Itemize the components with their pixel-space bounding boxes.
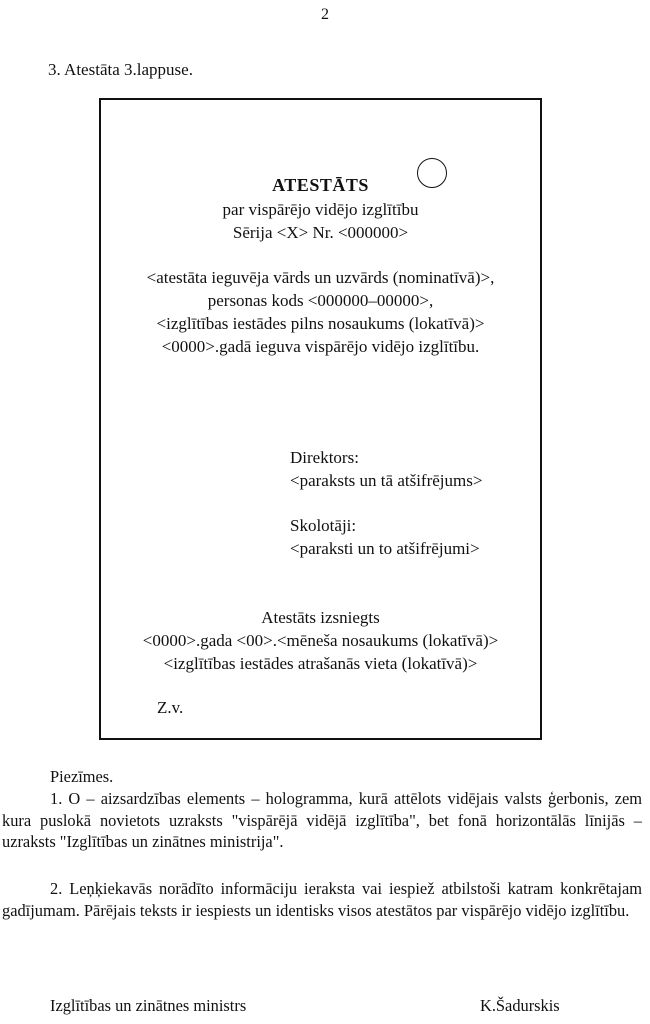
note-paragraph xyxy=(2,788,642,853)
certificate-title: ATESTĀTS xyxy=(272,175,369,195)
page-number: 2 xyxy=(321,6,329,23)
issued-date: <0000>.gada <00>.<mēneša nosaukums (lokatīvā)> xyxy=(142,631,499,650)
note-1-text: 1. O – aizsardzības elements – hologramma, kurā attēlots vidējais valsts ģerbonis, zem kura puslokā novietots uzraksts "vispārējā vidējā izglītība", bet fonā horizontālās līnijās – uzraksts "Izglītības un zinātnes ministrija". xyxy=(2,789,642,851)
certificate-series: Sērija <X> Nr. <000000> xyxy=(232,223,409,242)
certificate-box xyxy=(99,98,542,740)
teachers-signature: <paraksti un to atšifrējumi> xyxy=(290,539,480,558)
section-heading: 3. Atestāta 3.lappuse. xyxy=(48,60,193,79)
teachers-label: Skolotāji: xyxy=(290,516,357,535)
certificate-body-line: <izglītības iestādes pilns nosaukums (lokatīvā)> xyxy=(156,314,485,333)
certificate-subtitle: par vispārējo vidējo izglītību xyxy=(222,200,419,219)
director-label: Direktors: xyxy=(290,448,359,467)
note-2-text: 2. Leņķiekavās norādīto informāciju ieraksta vai iespiež atbilstoši katram konkrētajam gadījumam. Pārējais teksts ir iespiests un identisks visos atestātos par vispārējo vidējo izglītību. xyxy=(2,879,642,920)
certificate-body-line: <atestāta ieguvēja vārds un uzvārds (nominatīvā)>, xyxy=(146,268,495,287)
issued-place: <izglītības iestādes atrašanās vieta (lokatīvā)> xyxy=(163,654,478,673)
minister-name: K.Šadurskis xyxy=(480,996,560,1015)
director-signature: <paraksts un tā atšifrējums> xyxy=(290,471,483,490)
issued-label: Atestāts izsniegts xyxy=(261,608,380,627)
certificate-body-line: personas kods <000000–00000>, xyxy=(207,291,434,310)
hologram-circle-icon xyxy=(417,158,447,188)
minister-title: Izglītības un zinātnes ministrs xyxy=(50,996,247,1015)
certificate-body-line: <0000>.gadā ieguva vispārējo vidējo izglītību. xyxy=(161,337,480,356)
stamp-mark: Z.v. xyxy=(157,698,184,717)
notes-heading: Piezīmes. xyxy=(50,767,114,786)
note-paragraph xyxy=(2,878,642,921)
